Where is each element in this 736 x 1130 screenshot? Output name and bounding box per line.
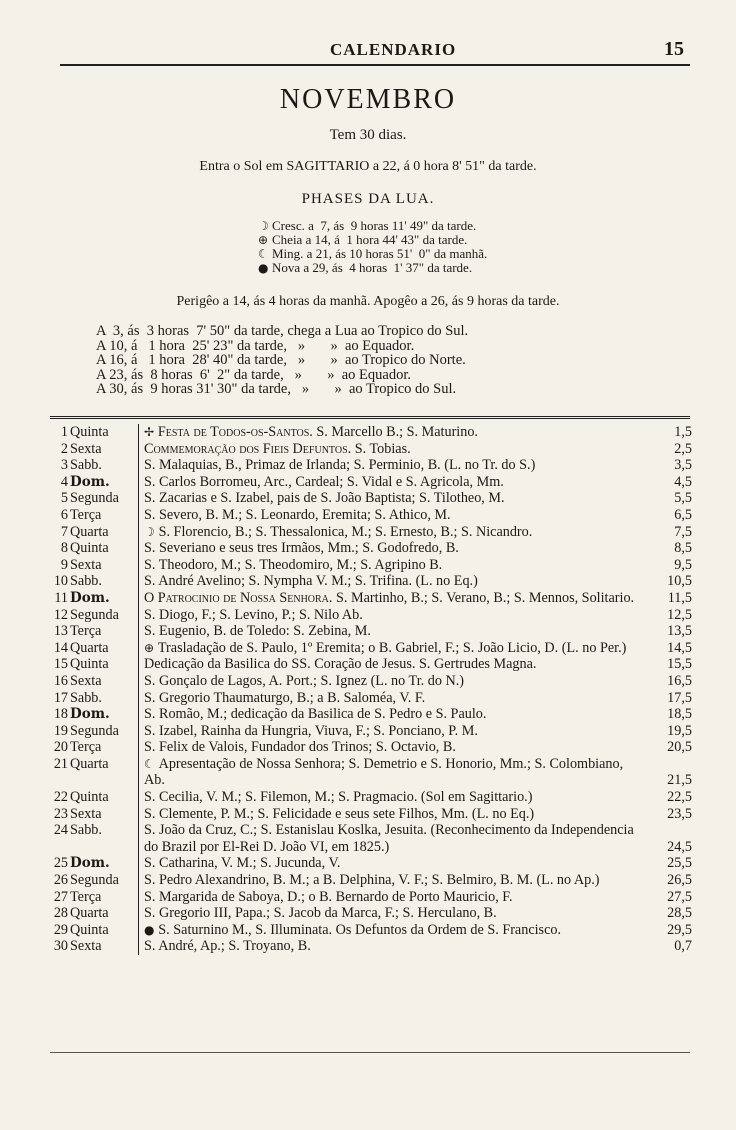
weekday: Sabb. [70,822,102,839]
moon-age-value: 13,5 [667,623,692,640]
saints-entry [144,922,642,939]
entry-text: S. Izabel, Rainha da Hungria, Viuva, F.; S. Ponciano, P. M. [144,722,478,739]
moon-age-value: 29,5 [667,921,692,938]
table-row [48,706,698,723]
entry-text: S. Romão, M.; dedicação da Basilica de S. Pedro e S. Paulo. [144,706,487,723]
weekday: Sexta [70,672,102,689]
weekday: Sabb. [70,573,102,590]
tropic-line: A 3, ás 3 horas 7' 50" da tarde, chega a Lua ao Tropico do Sul. [96,323,469,339]
moon-age-value: 3,5 [674,457,692,474]
saints-entry [144,573,642,590]
saints-entry [144,540,642,557]
moon-age-value: 26,5 [667,872,692,889]
day-number: 2 [60,440,68,457]
day-number: 4 [60,473,68,490]
weekday: Dom. [70,706,110,723]
crescent-moon-icon: ☽ [258,219,269,233]
table-row [48,723,698,740]
moon-age-value: 5,5 [674,490,692,507]
weekday: Terça [70,739,102,756]
weekday: Sexta [70,805,102,822]
entry-text: S. Catharina, V. M.; S. Jucunda, V. [144,855,341,872]
weekday: Dom. [70,589,110,606]
weekday: Sexta [70,440,102,457]
moon-age-value: 28,5 [667,905,692,922]
moon-age-value: 17,5 [667,689,692,706]
table-row [48,938,698,955]
moon-age-value: 22,5 [667,789,692,806]
moon-age-value: 16,5 [667,672,692,689]
moon-age-value: 25,5 [667,855,692,872]
entry-text: S. Tobias. [351,440,411,457]
moon-phase-line [258,247,487,261]
perigee-apogee-line: Perigêo a 14, ás 4 horas da manhã. Apogêo a 26, ás 9 horas da tarde. [176,294,560,309]
entry-text: S. Diogo, F.; S. Levino, P.; S. Nilo Ab. [144,606,363,623]
saints-entry [144,507,642,524]
table-row [48,872,698,889]
entry-text: S. Clemente, P. M.; S. Felicidade e seus sete Filhos, Mm. (L. no Eq.) [144,805,535,822]
entry-text: S. Florencio, B.; S. Thessalonica, M.; S. Ernesto, B.; S. Nicandro. [158,523,533,540]
moon-phase-line [258,233,487,247]
moon-age-value: 6,5 [674,506,692,523]
table-row [48,457,698,474]
entry-text: Trasladação de S. Paulo, 1º Eremita; o B. Gabriel, F.; S. João Licio, D. (L. no Per.) [157,639,627,656]
feast-title: Commemoração dos Fieis Defuntos. [144,440,352,457]
table-row [48,590,698,607]
table-row [48,905,698,922]
entry-text: S. Severo, B. M.; S. Leonardo, Eremita; S. Athico, M. [144,506,451,523]
running-header [60,36,690,64]
full-moon-icon: ⊕ [258,233,269,247]
moon-age-value: 18,5 [667,706,692,723]
day-number: 20 [53,739,68,756]
table-top-rule [50,416,690,419]
weekday: Quinta [70,789,109,806]
weekday: Quinta [70,540,109,557]
day-number: 21 [53,755,68,772]
day-number: 30 [53,938,68,955]
entry-symbol-icon: ✢ [144,425,158,439]
moon-age-value: 11,5 [667,589,692,606]
entry-text: S. André Avelino; S. Nympha V. M.; S. Trifina. (L. no Eq.) [144,573,478,590]
entry-text: S. Pedro Alexandrino, B. M.; a B. Delphina, V. F.; S. Belmiro, B. M. (L. no Ap.) [144,872,600,889]
weekday: Quinta [70,424,109,440]
running-title: CALENDARIO [330,40,457,59]
table-row [48,490,698,507]
moon-age-value: 15,5 [667,656,692,673]
page-number: 15 [664,38,684,60]
saints-entry [144,872,642,889]
table-row [48,441,698,458]
saints-entry [144,739,642,756]
entry-text: S. Marcello B.; S. Maturino. [312,424,478,440]
entry-text: S. Felix de Valois, Fundador dos Trinos; S. Octavio, B. [144,739,456,756]
weekday: Segunda [70,722,119,739]
saints-entry [144,806,642,823]
weekday: Quarta [70,639,109,656]
new-moon-icon: ● [258,261,269,275]
table-row [48,507,698,524]
table-row [48,656,698,673]
weekday: Quinta [70,921,109,938]
moon-age-value: 23,5 [667,805,692,822]
entry-text: Dedicação da Basilica do SS. Coração de Jesus. S. Gertrudes Magna. [144,656,537,673]
table-bottom-rule [50,1052,690,1053]
saints-entry [144,855,642,872]
day-number: 7 [60,523,68,540]
table-row [48,690,698,707]
moon-phase-text: Cheia a 14, á 1 hora 44' 43" da tarde. [272,232,468,247]
moon-age-value: 14,5 [667,639,692,656]
moon-age-value: 20,5 [667,739,692,756]
saints-entry [144,457,642,474]
day-number: 27 [53,888,68,905]
day-number: 26 [53,872,68,889]
weekday: Quarta [70,755,109,772]
table-row [48,540,698,557]
weekday: Dom. [70,473,110,490]
tropic-line: A 30, ás 9 horas 31' 30" da tarde, » » ao Tropico do Sul. [96,381,457,397]
moon-age-value: 12,5 [667,606,692,623]
day-number: 13 [53,623,68,640]
moon-age-value: 21,5 [667,772,692,789]
tropic-line: A 16, á 1 hora 28' 40" da tarde, » » ao Tropico do Norte. [96,352,466,368]
weekday: Segunda [70,872,119,889]
saints-entry [144,822,642,855]
saints-entry [144,690,642,707]
entry-text: S. Malaquias, B., Primaz de Irlanda; S. Perminio, B. (L. no Tr. do S.) [144,457,536,474]
saints-entry [144,656,642,673]
entry-text: S. Gregorio Thaumaturgo, B.; a B. Saloméa, V. F. [144,689,426,706]
moon-phase-line [258,219,487,233]
moon-age-value: 8,5 [674,540,692,557]
entry-text: S. Gonçalo de Lagos, A. Port.; S. Ignez (L. no Tr. do N.) [144,672,464,689]
day-number: 25 [53,855,68,872]
entry-text: Apresentação de Nossa Senhora; S. Demetrio e S. Honorio, Mm.; S. Colombiano, Ab. [144,755,624,789]
weekday: Terça [70,506,102,523]
entry-symbol-icon: ☾ [144,756,159,771]
day-number: 12 [53,606,68,623]
day-number: 5 [60,490,68,507]
table-row [48,806,698,823]
entry-text: S. Eugenio, B. de Toledo: S. Zebina, M. [144,623,371,640]
sun-entry-line: Entra o Sol em SAGITTARIO a 22, á 0 hora 8' 51" da tarde. [199,159,537,174]
weekday: Sexta [70,938,102,955]
day-number: 15 [53,656,68,673]
day-number: 29 [53,921,68,938]
moon-phases-list [258,219,487,275]
day-number: 1 [60,424,68,440]
header-rule [60,64,690,66]
days-count: Tem 30 dias. [329,127,407,143]
weekday: Terça [70,888,102,905]
saints-entry [144,490,642,507]
saints-entry [144,623,642,640]
entry-text: S. André, Ap.; S. Troyano, B. [144,938,311,955]
weekday: Sabb. [70,689,102,706]
moon-age-value: 0,7 [674,938,692,955]
saints-entry [144,905,642,922]
saints-entry [144,557,642,574]
entry-text: S. Theodoro, M.; S. Theodomiro, M.; S. Agripino B. [144,556,443,573]
table-row [48,607,698,624]
saints-entry [144,673,642,690]
table-row [48,424,698,441]
saints-entry [144,590,642,607]
saints-entry [144,723,642,740]
moon-age-value: 2,5 [674,440,692,457]
day-number: 10 [53,573,68,590]
table-row [48,673,698,690]
weekday: Segunda [70,490,119,507]
saints-entry [144,789,642,806]
weekday: Segunda [70,606,119,623]
moon-phase-text: Ming. a 21, ás 10 horas 51' 0" da manhã. [272,246,488,261]
saints-entry [144,889,642,906]
saints-entry [144,441,642,458]
day-number: 8 [60,540,68,557]
entry-text: S. Severiano e seus tres Irmãos, Mm.; S. Godofredo, B. [144,540,459,557]
day-number: 6 [60,506,68,523]
entry-text: S. Saturnino M., S. Illuminata. Os Defuntos da Ordem de S. Francisco. [158,921,562,938]
entry-symbol-icon: ☽ [144,524,159,539]
table-row [48,557,698,574]
entry-text: S. Zacarias e S. Izabel, pais de S. João Baptista; S. Tilotheo, M. [144,490,505,507]
table-row [48,756,698,789]
entry-text: S. Cecilia, V. M.; S. Filemon, M.; S. Pragmacio. (Sol em Sagittario.) [144,789,533,806]
weekday: Terça [70,623,102,640]
table-row [48,474,698,491]
day-number: 19 [53,722,68,739]
saints-entry [144,756,642,789]
moon-age-value: 1,5 [674,424,692,440]
table-row [48,623,698,640]
saints-entry [144,938,642,955]
saints-entry [144,524,642,541]
table-row [48,855,698,872]
day-number: 17 [53,689,68,706]
entry-symbol-icon: ● [144,922,159,937]
table-row [48,922,698,939]
moon-age-value: 4,5 [674,473,692,490]
tropic-line: A 10, á 1 hora 25' 23" da tarde, » » ao Equador. [96,337,415,354]
day-number: 23 [53,805,68,822]
entry-symbol-icon: ⊕ [144,640,158,655]
weekday: Quinta [70,656,109,673]
table-row [48,640,698,657]
day-number: 28 [53,905,68,922]
moon-age-value: 9,5 [674,556,692,573]
moon-age-value: 24,5 [667,838,692,855]
entry-text: S. João da Cruz, C.; S. Estanislau Koslka, Jesuita. (Reconhecimento da Independencia do Brazil por El-Rei D. João VI, em 1825.) [144,822,634,855]
table-row [48,573,698,590]
entry-text: S. Margarida de Saboya, D.; o B. Bernardo de Porto Mauricio, F. [144,888,513,905]
saints-entry [144,607,642,624]
moon-phases-title: PHASES DA LUA. [301,191,435,207]
saints-entry [144,706,642,723]
moon-phase-text: Cresc. a 7, ás 9 horas 11' 49" da tarde. [272,218,477,233]
table-row [48,889,698,906]
month-title: NOVEMBRO [279,84,457,115]
table-row [48,524,698,541]
weekday: Dom. [70,855,110,872]
saints-entry [144,640,642,657]
saints-entry [144,424,642,441]
lunar-tropics-list [96,324,468,397]
weekday: Quarta [70,905,109,922]
entry-text: S. Gregorio III, Papa.; S. Jacob da Marca, F.; S. Herculano, B. [144,905,497,922]
moon-age-value: 19,5 [667,722,692,739]
moon-phase-line [258,261,487,275]
moon-age-value: 27,5 [667,888,692,905]
day-number: 9 [60,556,68,573]
day-number: 3 [60,457,68,474]
moon-age-value: 10,5 [667,573,692,590]
day-number: 18 [53,706,68,723]
table-row [48,739,698,756]
feast-title: O Patrocinio de Nossa Senhora. [144,589,333,606]
day-number: 22 [53,789,68,806]
entry-text: S. Martinho, B.; S. Verano, B.; S. Mennos, Solitario. [332,589,635,606]
table-row [48,789,698,806]
tropic-line: A 23, ás 8 horas 6' 2" da tarde, » » ao Equador. [96,366,411,383]
entry-text: S. Carlos Borromeu, Arc., Cardeal; S. Vidal e S. Agricola, Mm. [144,473,504,490]
waning-moon-icon: ☾ [258,247,269,261]
weekday: Sexta [70,556,102,573]
day-number: 14 [53,639,68,656]
weekday: Sabb. [70,457,102,474]
moon-age-value: 7,5 [674,523,692,540]
day-number: 16 [53,672,68,689]
calendar-table [48,424,698,955]
day-number: 11 [54,589,68,606]
table-row [48,822,698,855]
moon-phase-text: Nova a 29, ás 4 horas 1' 37" da tarde. [272,260,473,275]
feast-title: Festa de Todos-os-Santos. [157,424,313,440]
weekday: Quarta [70,523,109,540]
saints-entry [144,474,642,491]
day-number: 24 [53,822,68,839]
